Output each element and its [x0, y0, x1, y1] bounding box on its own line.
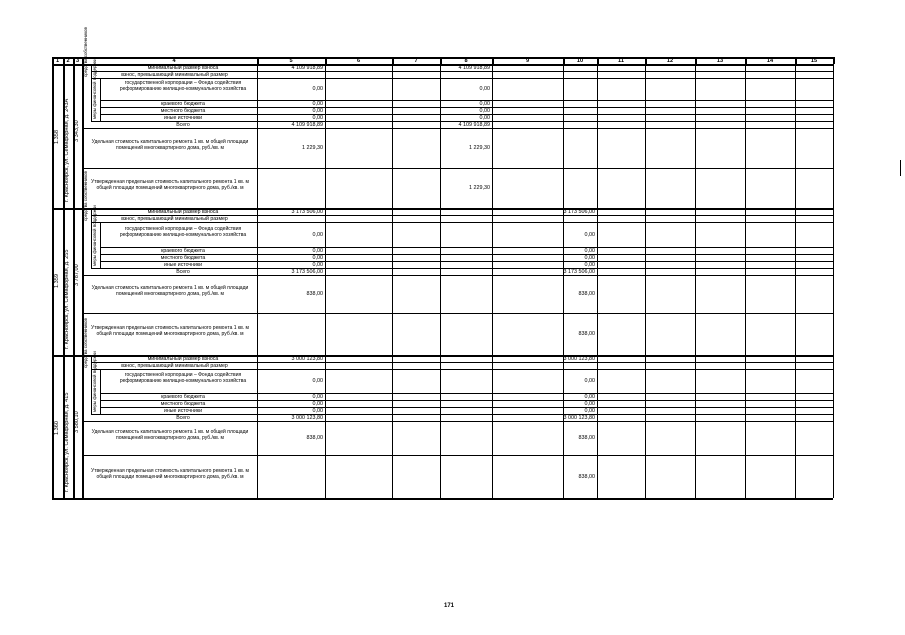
house-address: г. Красноярск, ул. Семафорная, д. 243А [64, 98, 70, 202]
table-vline [597, 208, 598, 355]
table-vline [745, 208, 746, 355]
table-vline [325, 208, 326, 355]
table-vline [795, 355, 796, 498]
table-vline [52, 57, 54, 64]
cell-value-c10: 3 000 123,80 [563, 414, 595, 421]
row-label: государственной корпорации – Фонда содействия реформированию жилищно-коммунального хозяйства [119, 80, 247, 92]
row-label: взнос, превышающий минимальный размер [121, 215, 228, 222]
table-vline [795, 57, 797, 64]
table-vline [82, 57, 84, 64]
column-header: 1 [55, 58, 60, 64]
row-label: Утвержденная предельная стоимость капитального ремонта 1 кв. м общей площади помещений многоквартирного дома, руб./кв. м [91, 325, 249, 337]
owner-funds-label: средства собственников [83, 171, 88, 221]
cell-value-c5: 0,00 [312, 231, 323, 238]
owner-funds-label: средства собственников [83, 318, 88, 368]
house-number: 1.358 [54, 130, 60, 144]
row-label: минимальный размер взноса [147, 355, 219, 362]
table-hline [82, 168, 833, 169]
house-address: г. Красноярск, ул. Семафорная, д. 415 [64, 392, 70, 492]
cell-value-c5: 0,00 [312, 100, 323, 107]
row-label: краевого бюджета [161, 100, 205, 107]
cell-value-c5: 0,00 [312, 107, 323, 114]
row-label: краевого бюджета [161, 247, 205, 254]
cell-value-c5: 0,00 [312, 393, 323, 400]
table-vline [392, 208, 393, 355]
row-label: государственной корпорации – Фонда содействия реформированию жилищно-коммунального хозяйства [119, 225, 247, 238]
column-header: 8 [464, 58, 468, 64]
row-label: Всего [176, 268, 190, 275]
support-measures-label: меры финансовой поддержки [92, 58, 97, 119]
house-number: 1.359 [54, 274, 60, 288]
row-label: государственной корпорации – Фонда содействия реформированию жилищно-коммунального хозяйства [119, 372, 247, 384]
cell-value-c5: 0,00 [312, 254, 323, 261]
cell-value-c10: 3 173 506,00 [563, 208, 595, 215]
column-header: 12 [666, 58, 674, 64]
table-hline [82, 421, 833, 422]
cell-value-c10: 0,00 [584, 407, 595, 414]
table-vline [325, 64, 326, 208]
cell-value-c5: 4 109 918,89 [291, 64, 323, 71]
table-vline [695, 355, 696, 498]
margin-mark [900, 160, 901, 176]
column-header: 5 [289, 58, 293, 64]
row-label: взнос, превышающий минимальный размер [121, 71, 228, 78]
support-measures-label: меры финансовой поддержки [92, 205, 97, 266]
table-vline [745, 64, 746, 208]
table-hline [91, 222, 833, 223]
column-header: 2 [66, 58, 70, 64]
row-label: минимальный размер взноса [147, 208, 219, 215]
column-header: 3 [75, 58, 80, 64]
table-vline [257, 57, 259, 64]
table-vline [563, 57, 565, 64]
table-vline [392, 355, 393, 498]
cell-value-c10: 0,00 [584, 254, 595, 261]
table-vline [563, 64, 564, 208]
table-vline [597, 355, 598, 498]
cell-value-c5: 1 229,30 [302, 145, 323, 151]
cell-value-c5: 3 000 123,80 [291, 355, 323, 362]
column-header: 15 [810, 58, 818, 64]
row-label: взнос, превышающий минимальный размер [121, 362, 228, 369]
table-vline [392, 57, 394, 64]
cell-value-c10: 0,00 [584, 378, 595, 384]
cell-value-c8: 0,00 [479, 86, 490, 92]
house-number: 1.360 [54, 421, 60, 435]
support-measures-label: меры финансовой поддержки [92, 351, 97, 412]
table-vline [833, 64, 834, 208]
table-vline [833, 57, 835, 64]
cell-value-c10: 838,00 [578, 291, 595, 297]
cell-value-c5: 4 109 918,89 [291, 121, 323, 128]
cell-value-c8: 1 229,30 [469, 185, 490, 191]
cell-value-c8: 4 109 918,89 [458, 64, 490, 71]
cell-value-c10: 838,00 [578, 473, 595, 480]
cell-value-c5: 0,00 [312, 261, 323, 268]
table-vline [392, 64, 393, 208]
table-vline [695, 208, 696, 355]
row-label: иные источники [163, 114, 203, 121]
cell-value-c5: 0,00 [312, 86, 323, 92]
table-vline [440, 208, 441, 355]
row-label: Удельная стоимость капитального ремонта 1 кв. м общей площади помещений многоквартирного дома, руб./кв. м [91, 429, 249, 441]
table-vline [492, 355, 493, 498]
table-vline [597, 57, 599, 64]
table-vline [645, 57, 647, 64]
table-vline [73, 57, 75, 64]
table-vline [492, 208, 493, 355]
table-hline [82, 128, 833, 129]
column-header: 11 [618, 58, 624, 64]
table-hline [91, 369, 833, 370]
cell-value-c10: 0,00 [584, 261, 595, 268]
column-header: 10 [576, 58, 584, 64]
column-header: 9 [525, 58, 530, 64]
cell-value-c5: 838,00 [306, 291, 323, 297]
row-label: минимальный размер взноса [147, 64, 219, 71]
row-label: местного бюджета [160, 254, 206, 261]
row-label: местного бюджета [160, 400, 206, 407]
owner-funds-label: средства собственников [83, 27, 88, 77]
cell-value-c10: 0,00 [584, 247, 595, 254]
cell-value-c10: 0,00 [584, 393, 595, 400]
capital-repair-table [52, 27, 833, 498]
row-label: краевого бюджета [161, 393, 205, 400]
page-number: 171 [444, 603, 455, 609]
table-hline [82, 455, 833, 456]
cell-value-c10: 3 173 506,00 [563, 268, 595, 275]
row-label: иные источники [163, 407, 203, 414]
table-vline [440, 355, 441, 498]
table-hline [82, 313, 833, 314]
house-area: 3 787,00 [74, 264, 80, 286]
cell-value-c5: 0,00 [312, 247, 323, 254]
row-label: Всего [176, 414, 190, 421]
table-vline [645, 208, 646, 355]
table-hline [52, 498, 833, 500]
column-header: 13 [716, 58, 724, 64]
table-vline [795, 64, 796, 208]
column-header: 14 [766, 58, 774, 64]
cell-value-c10: 0,00 [584, 400, 595, 407]
table-vline [63, 57, 65, 64]
cell-value-c8: 4 109 918,89 [458, 121, 490, 128]
table-vline [100, 222, 101, 268]
cell-value-c8: 0,00 [479, 100, 490, 107]
house-address: г. Красноярск, ул. Семафорная, д. 255 [64, 249, 70, 349]
table-vline [492, 57, 494, 64]
table-vline [745, 355, 746, 498]
house-area: 3 580,10 [74, 411, 80, 433]
column-header: 7 [414, 58, 418, 64]
table-hline [91, 78, 833, 79]
cell-value-c5: 838,00 [306, 435, 323, 441]
cell-value-c5: 3 173 506,00 [291, 208, 323, 215]
table-vline [100, 369, 101, 414]
cell-value-c10: 0,00 [584, 231, 595, 238]
cell-value-c5: 0,00 [312, 378, 323, 384]
table-vline [440, 57, 442, 64]
cell-value-c5: 3 173 506,00 [291, 268, 323, 275]
row-label: Всего [176, 121, 190, 128]
row-label: иные источники [163, 261, 203, 268]
row-label: местного бюджета [160, 107, 206, 114]
table-vline [645, 64, 646, 208]
cell-value-c5: 0,00 [312, 114, 323, 121]
cell-value-c8: 1 229,30 [469, 145, 490, 151]
column-header: 6 [356, 58, 361, 64]
column-header: 4 [172, 58, 176, 64]
table-vline [100, 78, 101, 121]
table-vline [492, 64, 493, 208]
cell-value-c5: 3 000 123,80 [291, 414, 323, 421]
table-vline [325, 57, 327, 64]
table-vline [695, 64, 696, 208]
table-vline [597, 64, 598, 208]
table-vline [745, 57, 747, 64]
row-label: Утвержденная предельная стоимость капитального ремонта 1 кв. м общей площади помещений многоквартирного дома, руб./кв. м [91, 179, 249, 191]
cell-value-c8: 0,00 [479, 107, 490, 114]
table-vline [645, 355, 646, 498]
table-vline [325, 355, 326, 498]
table-vline [833, 355, 834, 498]
cell-value-c10: 838,00 [578, 331, 595, 337]
table-vline [695, 57, 697, 64]
cell-value-c5: 0,00 [312, 407, 323, 414]
cell-value-c10: 838,00 [578, 435, 595, 441]
table-hline [82, 275, 833, 276]
row-label: Утвержденная предельная стоимость капитального ремонта 1 кв. м общей площади помещений многоквартирного дома, руб./кв. м [91, 467, 249, 480]
house-area: 3 343,30 [74, 120, 80, 142]
table-vline [833, 208, 834, 355]
cell-value-c10: 3 000 123,80 [563, 355, 595, 362]
cell-value-c8: 0,00 [479, 114, 490, 121]
table-vline [795, 208, 796, 355]
cell-value-c5: 0,00 [312, 400, 323, 407]
row-label: Удельная стоимость капитального ремонта 1 кв. м общей площади помещений многоквартирного дома, руб./кв. м [91, 139, 249, 151]
row-label: Удельная стоимость капитального ремонта 1 кв. м общей площади помещений многоквартирного дома, руб./кв. м [91, 285, 249, 297]
